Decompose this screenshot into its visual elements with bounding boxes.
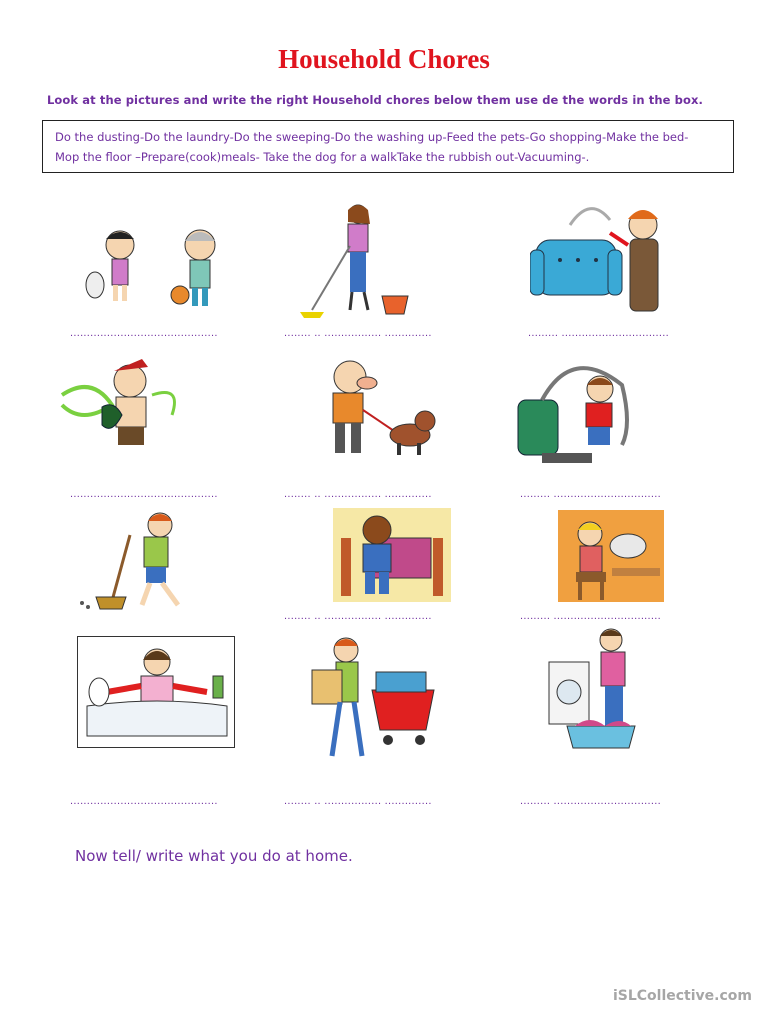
answer-line[interactable]: ........ .. ................. .............. [284, 610, 432, 622]
instructions: Look at the pictures and write the right Household chores below them use de the words in the box. [47, 93, 703, 107]
footer-prompt: Now tell/ write what you do at home. [75, 847, 353, 865]
answer-line[interactable]: ........ .. ................. .............. [284, 327, 432, 339]
shopping-picture [296, 630, 441, 768]
answer-line[interactable]: ............................................ [70, 795, 218, 807]
answer-line[interactable]: ......... ................................ [520, 610, 661, 622]
sweeping-picture [70, 505, 200, 613]
feed-pets-picture [80, 225, 250, 315]
vacuuming-picture [512, 355, 642, 465]
watermark: iSLCollective.com [612, 988, 752, 1004]
laundry-picture [545, 626, 651, 752]
mop-floor-picture [290, 200, 420, 320]
word-box [42, 120, 734, 173]
word-box-line-2: Mop the floor –Prepare(cook)meals- Take the dog for a walkTake the rubbish out-Vacuuming-. [55, 150, 590, 164]
answer-line[interactable]: ......... ................................ [528, 327, 669, 339]
page-title: Household Chores [278, 44, 490, 74]
washing-up-picture [77, 636, 235, 748]
walk-dog-picture [305, 355, 450, 463]
answer-line[interactable]: ......... ................................ [520, 795, 661, 807]
answer-line[interactable]: ......... ................................ [520, 488, 661, 500]
answer-line[interactable]: ........ .. ................. .............. [284, 795, 432, 807]
word-box-line-1: Do the dusting-Do the laundry-Do the sweeping-Do the washing up-Feed the pets-Go shopping-Make the bed- [55, 130, 689, 144]
answer-line[interactable]: ............................................ [70, 327, 218, 339]
cooking-picture [558, 510, 664, 602]
make-bed-picture [333, 508, 451, 602]
answer-line[interactable]: ........ .. ................. .............. [284, 488, 432, 500]
take-rubbish-out-picture [52, 355, 192, 455]
answer-line[interactable]: ............................................ [70, 488, 218, 500]
dusting-picture [530, 195, 670, 320]
